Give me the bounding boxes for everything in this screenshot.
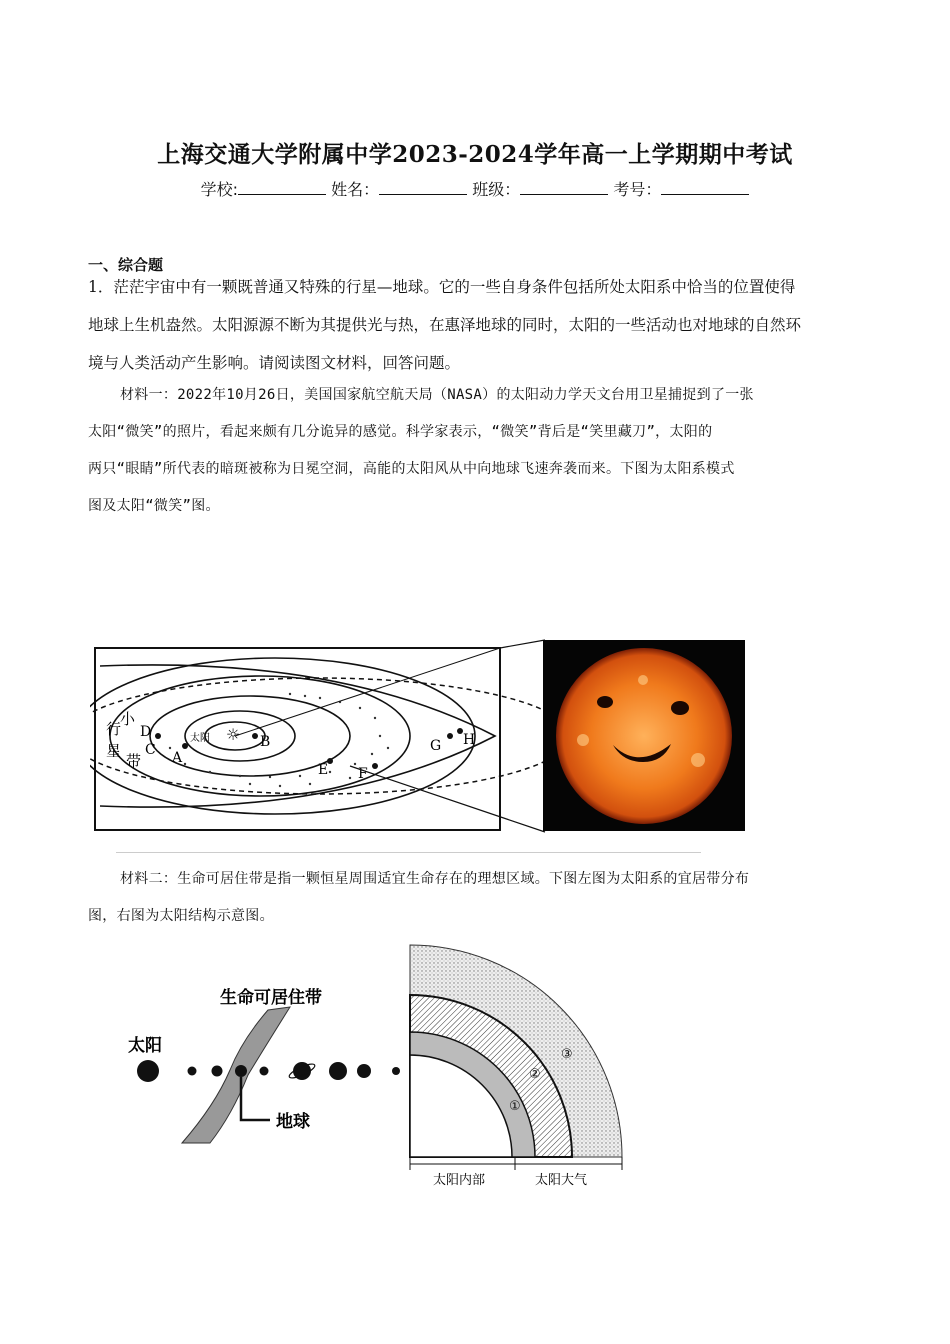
solar-system-diagram <box>90 636 550 836</box>
belt-char: 带 <box>126 752 142 770</box>
layer-1: ① <box>509 1099 521 1114</box>
id-blank[interactable] <box>661 180 749 195</box>
label-F: F <box>358 766 368 782</box>
student-info-line <box>0 177 950 200</box>
label-C: C <box>145 742 156 758</box>
earth-text: 地球 <box>276 1112 310 1132</box>
label-G: G <box>430 738 442 754</box>
question-line: 1．茫茫宇宙中有一颗既普通又特殊的行星—地球。它的一些自身条件包括所处太阳系中恰当的位置使得 <box>88 278 796 296</box>
question-1-text <box>88 268 858 382</box>
material-1-text <box>88 377 858 525</box>
question-line: 地球上生机盎然。太阳源源不断为其提供光与热，在惠泽地球的同时，太阳的一些活动也对地球的自然环 <box>88 316 802 334</box>
zone-label: 生命可居住带 <box>220 988 322 1008</box>
material-line: 材料二：生命可居住带是指一颗恒星周围适宜生命存在的理想区域。下图左图为太阳系的宜居带分布 <box>120 871 750 887</box>
sun-label: 太阳 <box>190 733 210 744</box>
habitable-zone-diagram <box>120 975 410 1155</box>
belt-char: 行 <box>106 720 122 738</box>
school-blank[interactable] <box>238 180 326 195</box>
belt-char: 小 <box>120 710 136 728</box>
layer-3: ③ <box>561 1047 573 1062</box>
material-line: 材料一：2022年10月26日，美国国家航空航天局（NASA）的太阳动力学天文台用卫星捕捉到了一张 <box>120 387 754 403</box>
question-line: 境与人类活动产生影响。请阅读图文材料，回答问题。 <box>88 354 461 372</box>
sun-structure-diagram <box>405 942 635 1192</box>
sun-smile-photo <box>543 640 745 831</box>
sun-dot <box>137 1060 159 1082</box>
page-title: 上海交通大学附属中学2023-2024学年高一上学期期中考试 <box>157 141 793 168</box>
divider <box>116 852 701 853</box>
earth-dot <box>235 1065 247 1077</box>
id-label: 考号： <box>613 180 662 199</box>
label-A: A <box>172 750 183 766</box>
name-label: 姓名： <box>331 180 380 199</box>
label-E: E <box>318 762 329 778</box>
class-blank[interactable] <box>520 180 608 195</box>
belt-char: 星 <box>106 742 122 760</box>
sun-icon: ☼ <box>225 725 241 744</box>
sun-text: 太阳 <box>128 1036 162 1056</box>
label-B: B <box>260 734 271 750</box>
material-line: 太阳“微笑”的照片，看起来颇有几分诡异的感觉。科学家表示，“微笑”背后是“笑里藏刀”，太阳的 <box>88 424 713 440</box>
label-D: D <box>140 724 152 740</box>
class-label: 班级： <box>472 180 521 199</box>
atmosphere-label: 太阳大气 <box>535 1173 588 1188</box>
section-title: 一、综合题 <box>88 256 164 274</box>
layer-2: ② <box>529 1067 541 1082</box>
interior-label: 太阳内部 <box>433 1173 486 1188</box>
label-H: H <box>463 732 476 748</box>
material-line: 图及太阳“微笑”图。 <box>88 498 220 514</box>
material-line: 两只“眼睛”所代表的暗斑被称为日冕空洞，高能的太阳风从中向地球飞速奔袭而来。下图为太阳系模式 <box>88 461 735 477</box>
name-blank[interactable] <box>379 180 467 195</box>
material-2-text <box>88 861 858 935</box>
school-label: 学校: <box>200 180 239 199</box>
material-line: 图，右图为太阳结构示意图。 <box>88 908 274 924</box>
